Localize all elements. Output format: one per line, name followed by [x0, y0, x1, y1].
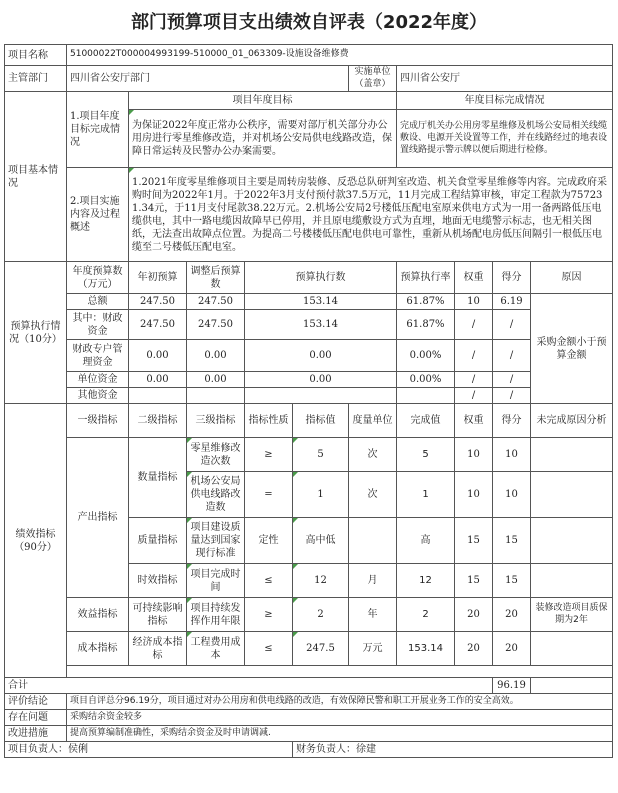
budget-rate	[397, 388, 455, 404]
perf-header: 指标值	[293, 404, 349, 438]
perf-header: 二级指标	[129, 404, 187, 438]
indicator-nature: =	[245, 472, 293, 518]
self-evaluation-table	[4, 44, 613, 758]
level2-indicator: 数量指标	[129, 438, 187, 518]
budget-executed: 153.14	[245, 294, 397, 310]
perf-header: 一级指标	[67, 404, 129, 438]
finance-leader-signature: 财务负责人：徐建	[293, 742, 613, 758]
indicator-nature: ≤	[245, 632, 293, 666]
indicator-weight: 15	[455, 518, 493, 564]
level3-indicator: 项目完成时间	[187, 564, 245, 598]
total-label: 合计	[5, 678, 493, 694]
indicator-weight: 10	[455, 438, 493, 472]
performance-spacer	[67, 666, 613, 678]
indicator-unit: 万元	[349, 632, 397, 666]
goal-header: 项目年度目标	[129, 92, 397, 110]
level2-indicator: 经济成本指标	[129, 632, 187, 666]
budget-weight: /	[455, 340, 493, 372]
budget-header: 年度预算数（万元）	[67, 262, 129, 294]
indicator-nature: ≥	[245, 438, 293, 472]
dept-label: 主管部门	[5, 66, 67, 92]
budget-rate: 61.87%	[397, 294, 455, 310]
budget-header: 预算执行率	[397, 262, 455, 294]
impl-row-label: 2.项目实施内容及过程概述	[67, 168, 129, 262]
total-score: 96.19	[493, 678, 531, 694]
budget-row-label: 财政专户管理资金	[67, 340, 129, 372]
budget-score: /	[493, 388, 531, 404]
budget-adjusted: 247.50	[187, 310, 245, 340]
indicator-value: 12	[293, 564, 349, 598]
indicator-weight: 10	[455, 472, 493, 518]
indicator-score: 20	[493, 598, 531, 632]
indicator-score: 10	[493, 472, 531, 518]
cost-indicator-label: 成本指标	[67, 632, 129, 666]
budget-executed: 0.00	[245, 340, 397, 372]
goal-row-label: 1.项目年度目标完成情况	[67, 92, 129, 168]
impl-unit-value: 四川省公安厅	[397, 66, 613, 92]
budget-row-label: 单位资金	[67, 372, 129, 388]
result-header: 年度目标完成情况	[397, 92, 613, 110]
result-text: 完成厅机关办公用房零星维修及机场公安局相关线缆敷设、电源开关设置等工作，并在线路经过的地表设置线路提示警示牌以便后期进行检修。	[397, 110, 613, 168]
budget-adjusted: 0.00	[187, 340, 245, 372]
perf-header: 未完成原因分析	[531, 404, 613, 438]
measures-label: 改进措施	[5, 726, 67, 742]
budget-score: /	[493, 372, 531, 388]
indicator-done: 12	[397, 564, 455, 598]
indicator-reason: 装修改造项目质保期为2年	[531, 598, 613, 632]
budget-executed	[245, 388, 397, 404]
indicator-nature: 定性	[245, 518, 293, 564]
indicator-score: 15	[493, 564, 531, 598]
performance-section-label: 绩效指标（90分）	[5, 404, 67, 678]
level3-indicator: 机场公安局供电线路改造数	[187, 472, 245, 518]
indicator-score: 20	[493, 632, 531, 666]
indicator-value: 247.5	[293, 632, 349, 666]
indicator-weight: 20	[455, 598, 493, 632]
budget-rate: 0.00%	[397, 372, 455, 388]
indicator-nature: ≤	[245, 564, 293, 598]
budget-adjusted: 247.50	[187, 294, 245, 310]
indicator-nature: ≥	[245, 598, 293, 632]
goal-text: 为保证2022年度正常办公秩序，需要对部厅机关部分办公用房进行零星维修改造，并对机场公安局供电线路改造，保障日常运转及民警办公办案需要。	[129, 110, 397, 168]
indicator-unit: 次	[349, 438, 397, 472]
indicator-done: 1	[397, 472, 455, 518]
page-title: 部门预算项目支出绩效自评表（2022年度）	[130, 12, 488, 33]
indicator-unit: 年	[349, 598, 397, 632]
indicator-value: 1	[293, 472, 349, 518]
perf-header: 得分	[493, 404, 531, 438]
budget-executed: 153.14	[245, 310, 397, 340]
level2-indicator: 质量指标	[129, 518, 187, 564]
budget-initial: 0.00	[129, 372, 187, 388]
indicator-value: 2	[293, 598, 349, 632]
budget-row-label: 总额	[67, 294, 129, 310]
perf-header: 权重	[455, 404, 493, 438]
budget-header: 预算执行数	[245, 262, 397, 294]
dept-value: 四川省公安厅部门	[67, 66, 349, 92]
budget-initial: 247.50	[129, 310, 187, 340]
indicator-unit: 次	[349, 472, 397, 518]
indicator-reason	[531, 518, 613, 564]
budget-initial: 0.00	[129, 340, 187, 372]
level2-indicator: 可持续影响指标	[129, 598, 187, 632]
indicator-reason	[531, 564, 613, 598]
indicator-done: 高	[397, 518, 455, 564]
perf-header: 指标性质	[245, 404, 293, 438]
indicator-done: 153.14	[397, 632, 455, 666]
indicator-value: 高中低	[293, 518, 349, 564]
indicator-score: 10	[493, 438, 531, 472]
level3-indicator: 零星维修改造次数	[187, 438, 245, 472]
budget-header: 得分	[493, 262, 531, 294]
level3-indicator: 项目持续发挥作用年限	[187, 598, 245, 632]
indicator-weight: 15	[455, 564, 493, 598]
benefit-indicator-label: 效益指标	[67, 598, 129, 632]
indicator-weight: 20	[455, 632, 493, 666]
perf-header: 三级指标	[187, 404, 245, 438]
budget-weight: 10	[455, 294, 493, 310]
level3-indicator: 工程费用成本	[187, 632, 245, 666]
budget-executed: 0.00	[245, 372, 397, 388]
budget-header: 调整后预算数	[187, 262, 245, 294]
budget-weight: /	[455, 310, 493, 340]
impl-unit-label: 实施单位（盖章）	[349, 66, 397, 92]
budget-rate: 61.87%	[397, 310, 455, 340]
perf-header: 完成值	[397, 404, 455, 438]
budget-section-label: 预算执行情况（10分）	[5, 262, 67, 404]
indicator-reason	[531, 632, 613, 666]
budget-adjusted: 0.00	[187, 372, 245, 388]
project-name-value: 51000022T000004993199-510000_01_063309-设施设备维修费	[67, 45, 613, 66]
indicator-done: 2	[397, 598, 455, 632]
conclusion-text: 项目自评总分96.19分，项目通过对办公用房和供电线路的改造，有效保障民警和职工开展业务工作的安全高效。	[67, 694, 613, 710]
budget-header: 原因	[531, 262, 613, 294]
budget-score: /	[493, 340, 531, 372]
measures-text: 提高预算编制准确性，采购结余资金及时申请调减.	[67, 726, 613, 742]
level3-indicator: 项目建设质量达到国家现行标准	[187, 518, 245, 564]
budget-weight: /	[455, 388, 493, 404]
budget-initial: 247.50	[129, 294, 187, 310]
indicator-unit: 月	[349, 564, 397, 598]
indicator-value: 5	[293, 438, 349, 472]
total-blank	[531, 678, 613, 694]
indicator-unit	[349, 518, 397, 564]
conclusion-label: 评价结论	[5, 694, 67, 710]
budget-adjusted	[187, 388, 245, 404]
perf-header: 度量单位	[349, 404, 397, 438]
budget-reason: 采购金额小于预算金额	[531, 294, 613, 404]
budget-score: 6.19	[493, 294, 531, 310]
impl-text: 1.2021年度零星维修项目主要是周转房装修、反恐总队研判室改造、机关食堂零星维修等内容。完成政府采购时间为2022年1月。于2022年3月支付预付款37.5万元，11月完成工程结算审核，审定工程款为757231.34元，于11月支付尾款38.22万元。2.机场公安局2号楼低压配电室原来供电方式为一用一备两路低压电缆供电，其中一路电缆因故障早已停用，并且原电缆敷设方式为直埋，地面无电缆警示标志，也无相关图纸，无法查出故障点位置。为提高二号楼楼低压配电供电可靠性，重新从机场配电房低压间隔引一根低压电缆至二号楼低压配电室。	[129, 168, 613, 262]
budget-header: 权重	[455, 262, 493, 294]
issues-text: 采购结余资金较多	[67, 710, 613, 726]
project-leader-signature: 项目负责人：侯俐	[5, 742, 293, 758]
budget-header: 年初预算	[129, 262, 187, 294]
project-name-label: 项目名称	[5, 45, 67, 66]
indicator-reason	[531, 472, 613, 518]
output-indicator-label: 产出指标	[67, 438, 129, 598]
budget-row-label: 其中：财政资金	[67, 310, 129, 340]
issues-label: 存在问题	[5, 710, 67, 726]
level2-indicator: 时效指标	[129, 564, 187, 598]
indicator-score: 15	[493, 518, 531, 564]
budget-score: /	[493, 310, 531, 340]
budget-row-label: 其他资金	[67, 388, 129, 404]
indicator-reason	[531, 438, 613, 472]
indicator-done: 5	[397, 438, 455, 472]
budget-weight: /	[455, 372, 493, 388]
budget-rate: 0.00%	[397, 340, 455, 372]
basic-section-label: 项目基本情况	[5, 92, 67, 262]
budget-initial	[129, 388, 187, 404]
